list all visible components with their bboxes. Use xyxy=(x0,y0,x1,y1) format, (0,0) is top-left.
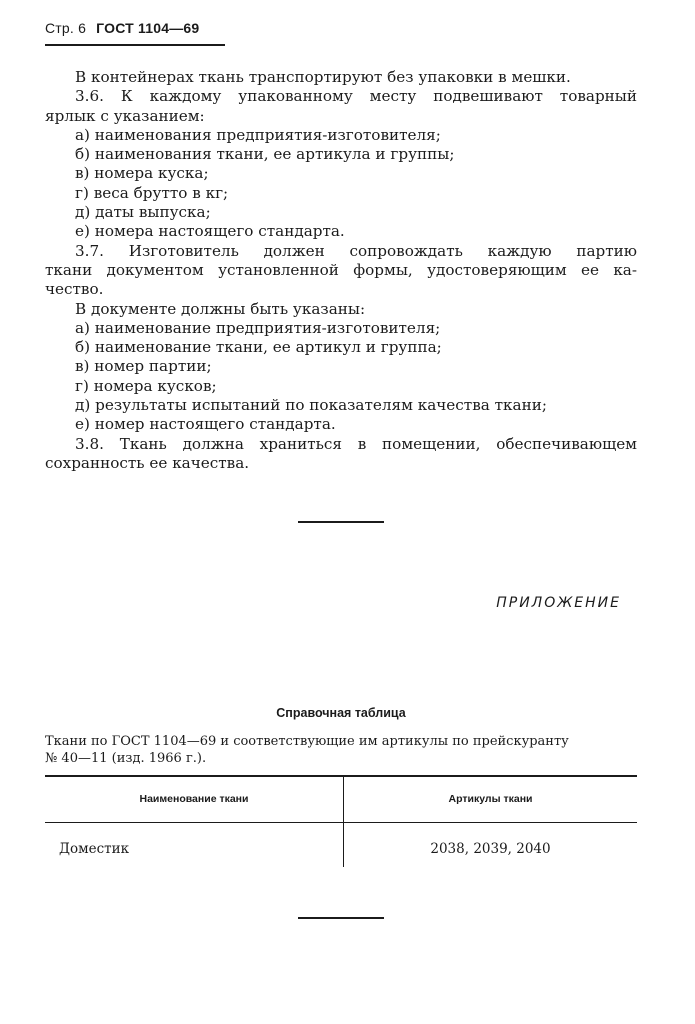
body-line: д) даты выпуска; xyxy=(75,203,211,222)
body-line: ярлык с указанием: xyxy=(45,106,205,125)
body-line: в) номера куска; xyxy=(75,164,209,183)
body-line: сохранность ее качества. xyxy=(45,453,250,472)
body-line: В документе должны быть указаны: xyxy=(75,299,366,318)
appendix-label: ПРИЛОЖЕНИЕ xyxy=(496,595,621,611)
table-top-rule xyxy=(45,775,637,777)
header-rule xyxy=(45,44,225,46)
body-line: б) наименование ткани, ее артикул и группа; xyxy=(75,338,442,357)
table-header-article-numbers: Артикулы ткани xyxy=(448,793,533,805)
body-line: 3.8. Ткань должна храниться в помещении, обеспечивающем xyxy=(75,434,637,453)
body-line: е) номера настоящего стандарта. xyxy=(75,222,345,241)
body-line: 3.7. Изготовитель должен сопровождать каждую партию xyxy=(75,241,637,260)
body-line: ткани документом установленной формы, удостоверяющим ее ка- xyxy=(45,260,637,279)
table-caption-line: Ткани по ГОСТ 1104—69 и соответствующие им артикулы по прейскуранту xyxy=(45,734,569,749)
body-line: В контейнерах ткань транспортируют без упаковки в мешки. xyxy=(75,68,571,86)
body-line: а) наименования предприятия-изготовителя; xyxy=(75,125,441,144)
table-cell-article-numbers: 2038, 2039, 2040 xyxy=(430,841,551,857)
body-line: г) номера кусков; xyxy=(75,376,217,395)
table-caption xyxy=(45,733,637,767)
body-line: чество. xyxy=(45,280,104,299)
body-line: е) номер настоящего стандарта. xyxy=(75,415,336,434)
body-text xyxy=(45,68,637,473)
body-line: 3.6. К каждому упакованному месту подвешивают товарный xyxy=(75,87,637,106)
reference-table xyxy=(45,775,637,875)
page-number: Стр. 6 xyxy=(45,20,87,36)
table-header-rule xyxy=(45,822,637,823)
page-end-rule xyxy=(298,917,384,919)
body-line: д) результаты испытаний по показателям качества ткани; xyxy=(75,396,547,415)
table-title: Справочная таблица xyxy=(276,706,406,720)
standard-number: ГОСТ 1104—69 xyxy=(96,20,200,36)
running-header xyxy=(45,20,199,36)
table-header-fabric-name: Наименование ткани xyxy=(139,793,249,805)
body-line: в) номер партии; xyxy=(75,357,212,376)
body-line: а) наименование предприятия-изготовителя; xyxy=(75,318,441,337)
body-line: г) веса брутто в кг; xyxy=(75,183,229,202)
section-end-rule xyxy=(298,521,384,523)
body-line: б) наименования ткани, ее артикула и группы; xyxy=(75,145,455,164)
table-cell-fabric-name: Доместик xyxy=(59,841,130,857)
table-caption-line: № 40—11 (изд. 1966 г.). xyxy=(45,751,207,766)
